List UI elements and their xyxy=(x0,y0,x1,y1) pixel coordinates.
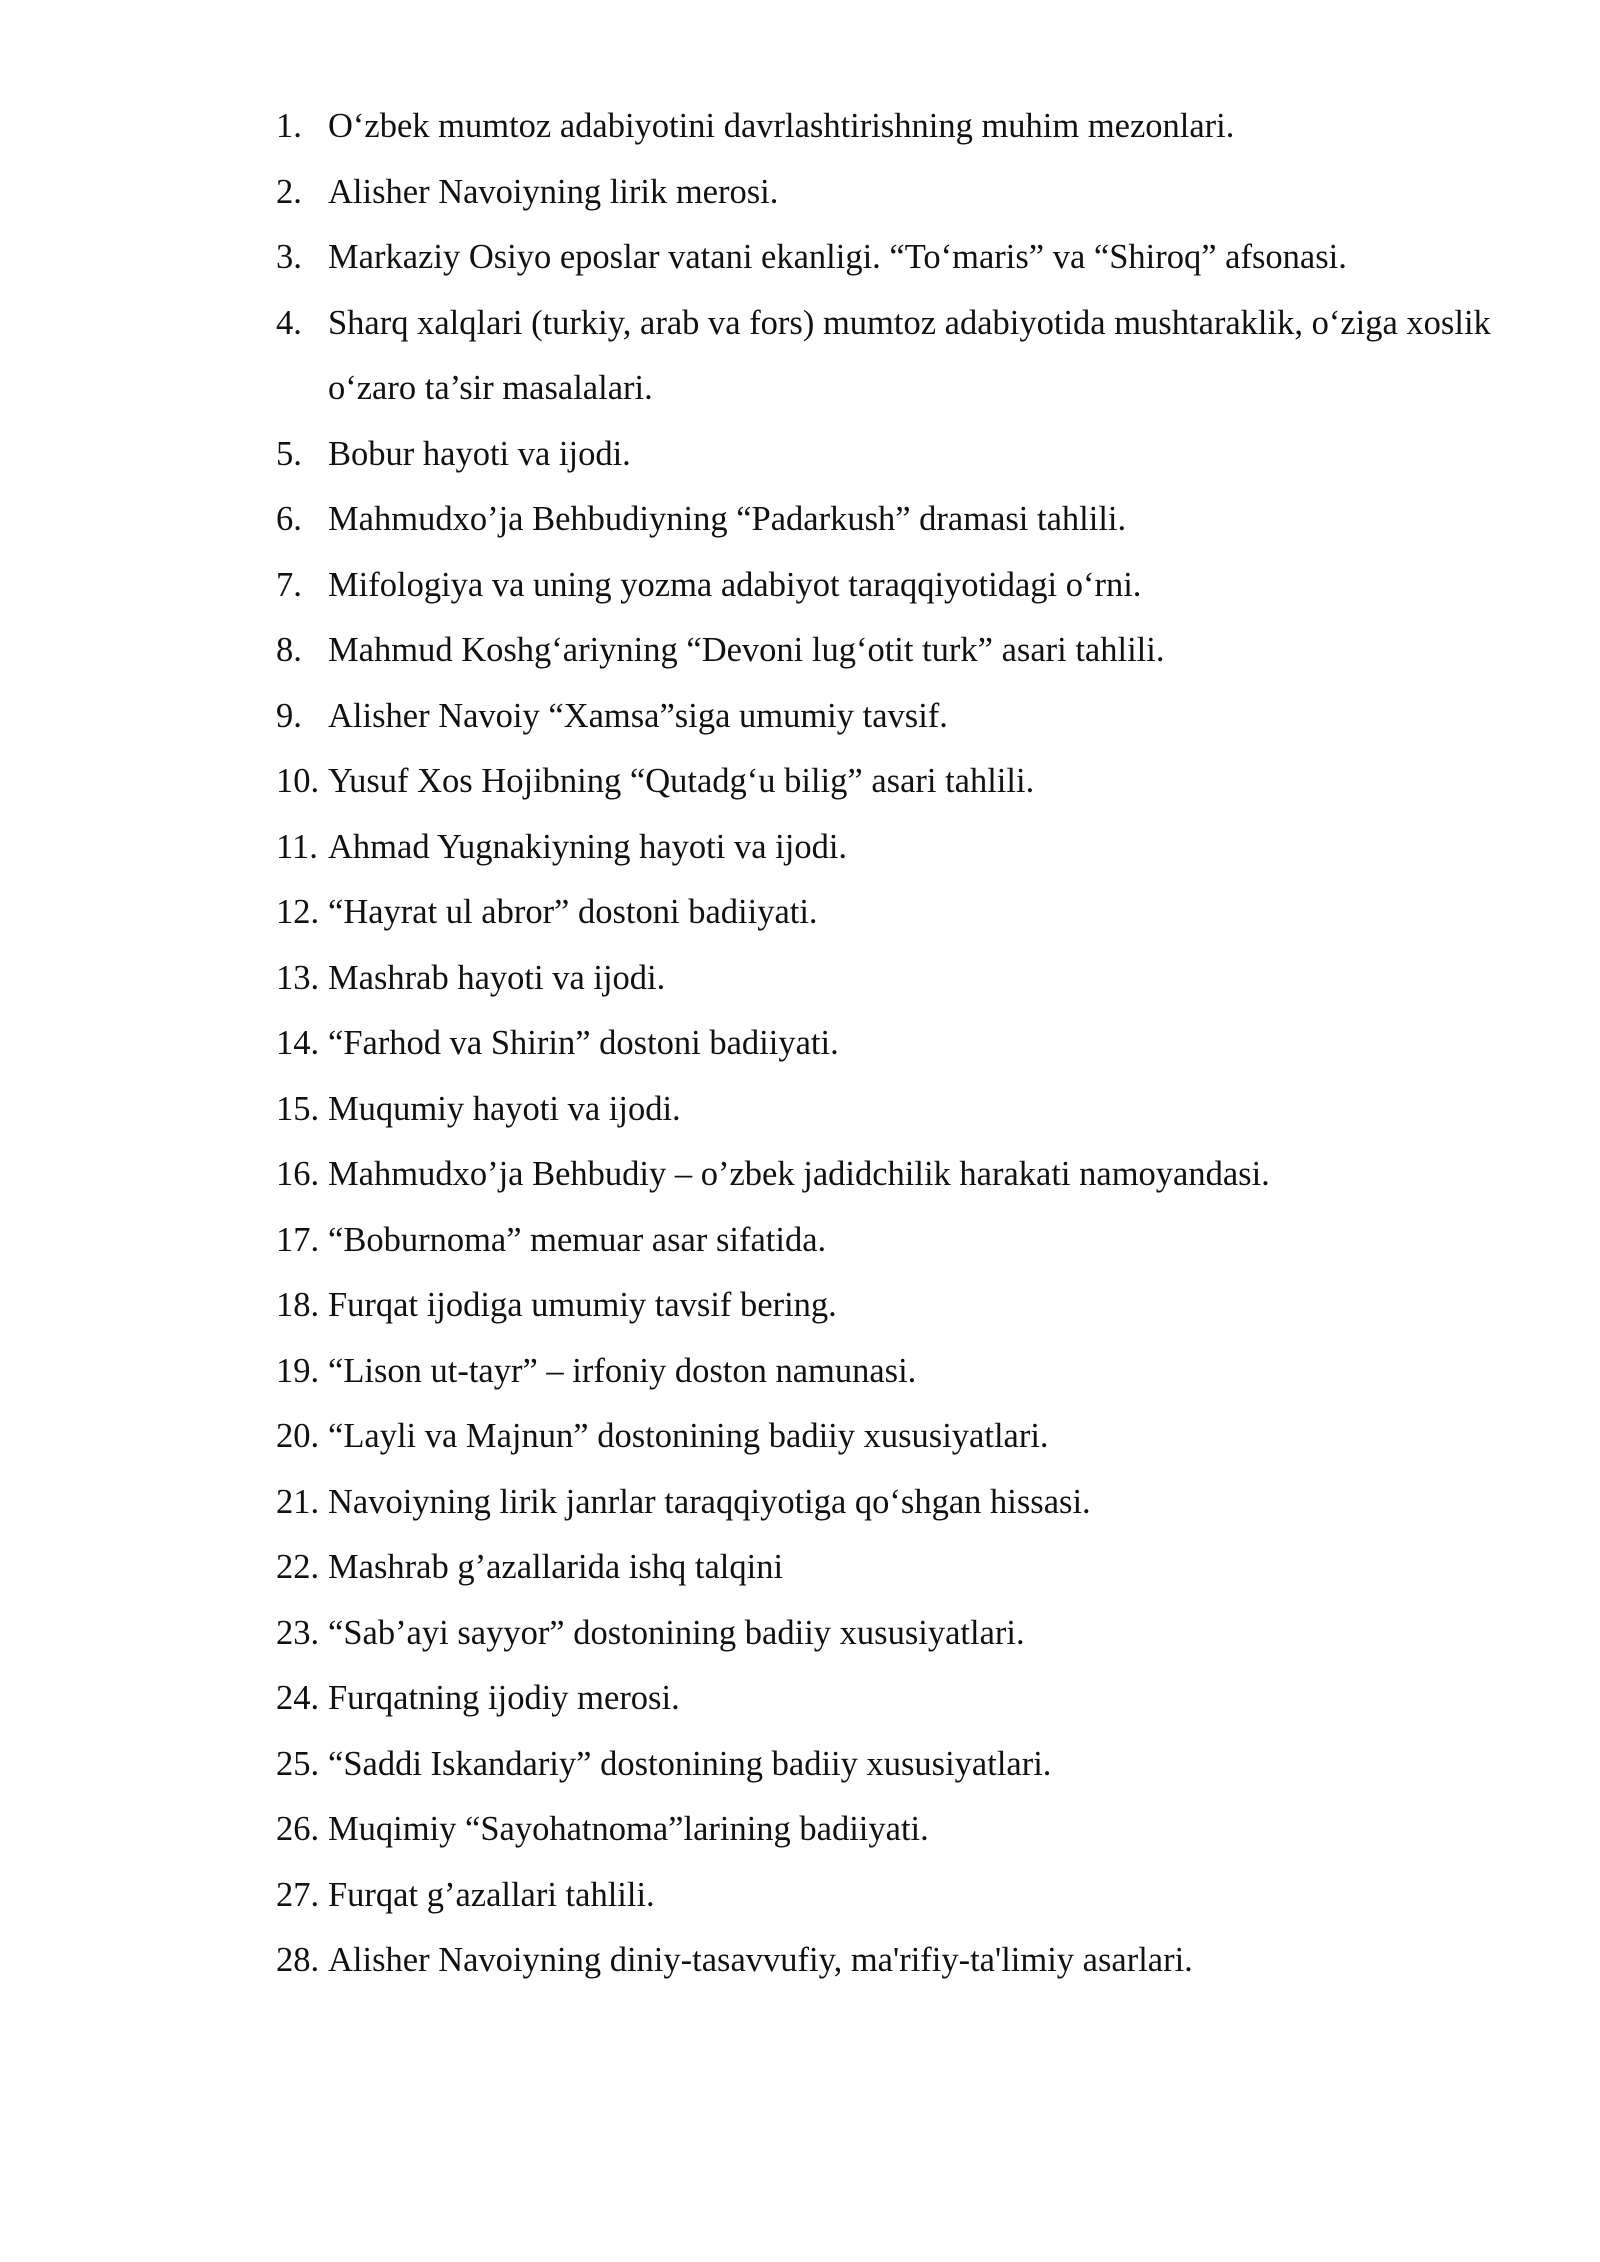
item-number: 2. xyxy=(276,172,302,211)
item-number: 18. xyxy=(276,1286,320,1324)
item-number: 12. xyxy=(276,893,320,931)
item-number: 8. xyxy=(276,631,302,669)
item-number: 1. xyxy=(276,107,302,145)
item-text: Ahmad Yugnakiyning hayoti va ijodi. xyxy=(328,827,848,866)
list-item xyxy=(276,291,1526,422)
item-number: 20. xyxy=(276,1417,320,1455)
list-item xyxy=(276,1601,1526,1667)
item-number: 28. xyxy=(276,1941,320,1979)
item-number: 5. xyxy=(276,434,302,473)
list-item xyxy=(276,1011,1526,1077)
item-text: Muqimiy “Sayohatnoma”larining badiiyati. xyxy=(328,1810,929,1848)
item-text: Yusuf Xos Hojibning “Qutadg‘u bilig” asari tahlili. xyxy=(328,762,1035,800)
item-text: O‘zbek mumtoz adabiyotini davrlashtirishning muhim mezonlari. xyxy=(328,107,1235,145)
item-text: Mahmudxo’ja Behbudiyning “Padarkush” dramasi tahlili. xyxy=(328,500,1127,538)
item-text: Mahmud Koshg‘ariyning “Devoni lug‘otit turk” asari tahlili. xyxy=(328,631,1165,669)
item-text: “Boburnoma” memuar asar sifatida. xyxy=(328,1220,827,1259)
list-item xyxy=(276,1535,1526,1601)
item-number: 24. xyxy=(276,1679,320,1717)
item-number: 17. xyxy=(276,1220,320,1259)
item-text: Sharq xalqlari (turkiy, arab va fors) mumtoz adabiyotida mushtaraklik, o‘ziga xoslik o‘zaro ta’sir masalalari. xyxy=(328,303,1491,407)
item-text: “Hayrat ul abror” dostoni badiiyati. xyxy=(328,893,818,931)
list-item xyxy=(276,225,1526,291)
list-item xyxy=(276,160,1526,226)
item-number: 9. xyxy=(276,696,302,735)
list-item xyxy=(276,1732,1526,1798)
item-number: 3. xyxy=(276,238,302,276)
list-item xyxy=(276,946,1526,1012)
item-number: 23. xyxy=(276,1613,320,1652)
item-number: 16. xyxy=(276,1155,320,1193)
list-item xyxy=(276,553,1526,619)
list-item xyxy=(276,1470,1526,1536)
item-number: 14. xyxy=(276,1024,320,1062)
list-item xyxy=(276,880,1526,946)
item-number: 11. xyxy=(276,827,318,866)
list-item xyxy=(276,618,1526,684)
item-text: Bobur hayoti va ijodi. xyxy=(328,434,631,473)
item-text: Alisher Navoiyning lirik merosi. xyxy=(328,172,779,211)
list-item xyxy=(276,1666,1526,1732)
item-number: 22. xyxy=(276,1548,320,1586)
item-text: “Saddi Iskandariy” dostonining badiiy xususiyatlari. xyxy=(328,1744,1052,1783)
list-item xyxy=(276,422,1526,488)
list-item xyxy=(276,684,1526,750)
item-number: 21. xyxy=(276,1482,320,1521)
list-item xyxy=(276,1863,1526,1929)
item-text: Navoiyning lirik janrlar taraqqiyotiga qo‘shgan hissasi. xyxy=(328,1482,1091,1521)
item-text: Muqumiy hayoti va ijodi. xyxy=(328,1089,681,1128)
item-text: Alisher Navoiyning diniy-tasavvufiy, ma'rifiy-ta'limiy asarlari. xyxy=(328,1941,1193,1979)
item-number: 27. xyxy=(276,1875,320,1914)
item-text: Alisher Navoiy “Xamsa”siga umumiy tavsif. xyxy=(328,696,948,735)
list-item xyxy=(276,1208,1526,1274)
list-item xyxy=(276,1142,1526,1208)
list-item xyxy=(276,815,1526,881)
item-number: 13. xyxy=(276,958,320,997)
item-text: Furqatning ijodiy merosi. xyxy=(328,1679,680,1717)
item-text: “Sab’ayi sayyor” dostonining badiiy xususiyatlari. xyxy=(328,1613,1025,1652)
item-text: “Layli va Majnun” dostonining badiiy xususiyatlari. xyxy=(328,1417,1049,1455)
list-item xyxy=(276,1077,1526,1143)
list-item xyxy=(276,1928,1526,1994)
item-text: “Farhod va Shirin” dostoni badiiyati. xyxy=(328,1024,839,1062)
item-number: 10. xyxy=(276,762,320,800)
list-item xyxy=(276,94,1526,160)
item-number: 26. xyxy=(276,1810,320,1848)
item-text: Furqat g’azallari tahlili. xyxy=(328,1875,655,1914)
item-text: Mashrab g’azallarida ishq talqini xyxy=(328,1548,784,1586)
item-number: 7. xyxy=(276,565,302,604)
topic-list xyxy=(276,94,1526,1994)
list-item xyxy=(276,1797,1526,1863)
item-text: Mifologiya va uning yozma adabiyot taraqqiyotidagi o‘rni. xyxy=(328,565,1142,604)
list-item xyxy=(276,749,1526,815)
list-item xyxy=(276,1339,1526,1405)
list-item xyxy=(276,1273,1526,1339)
item-text: Furqat ijodiga umumiy tavsif bering. xyxy=(328,1286,837,1324)
item-number: 15. xyxy=(276,1089,320,1128)
item-number: 4. xyxy=(276,303,302,342)
item-text: “Lison ut-tayr” – irfoniy doston namunasi. xyxy=(328,1351,917,1390)
item-text: Markaziy Osiyo eposlar vatani ekanligi. “To‘maris” va “Shiroq” afsonasi. xyxy=(328,238,1347,276)
item-number: 19. xyxy=(276,1351,320,1390)
item-text: Mahmudxo’ja Behbudiy – o’zbek jadidchilik harakati namoyandasi. xyxy=(328,1155,1270,1193)
list-item xyxy=(276,1404,1526,1470)
item-number: 6. xyxy=(276,500,302,538)
item-text: Mashrab hayoti va ijodi. xyxy=(328,958,666,997)
list-item xyxy=(276,487,1526,553)
item-number: 25. xyxy=(276,1744,320,1783)
